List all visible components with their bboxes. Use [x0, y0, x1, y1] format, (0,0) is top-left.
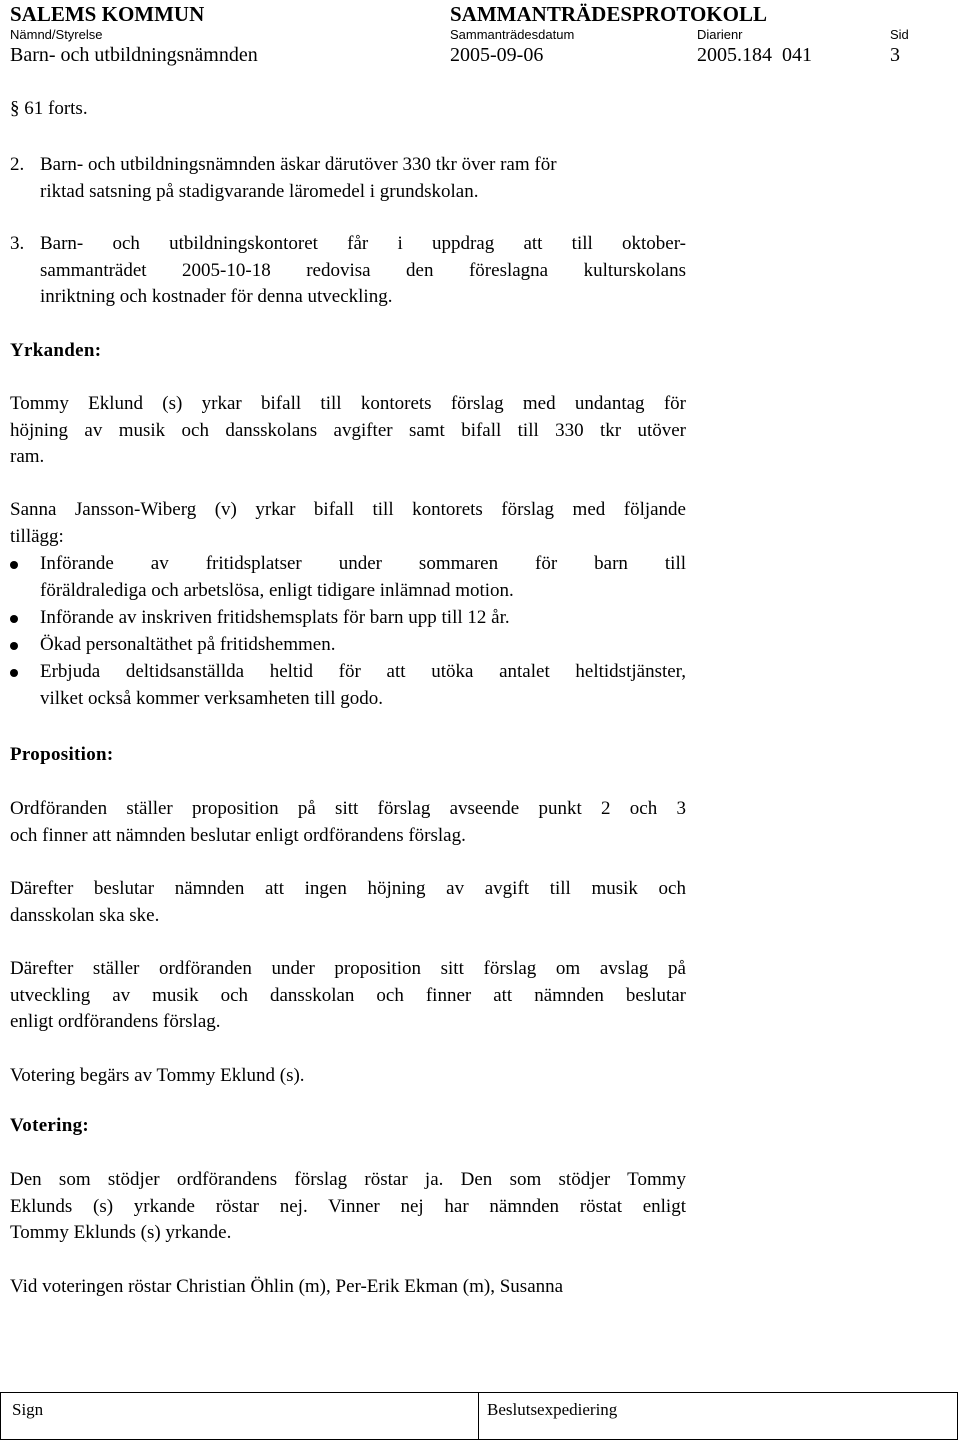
- yrkande-paragraph: Tommy Eklund (s) yrkar bifall till kontorets förslag med undantag för höjning av musik och dansskolans avgifter samt bifall till 330 tkr utöver ram.: [10, 393, 686, 467]
- section-reference: § 61 forts.: [10, 98, 88, 119]
- list-item: Ökad personaltäthet på fritidshemmen.: [40, 634, 336, 655]
- diarienr-label: Diarienr: [697, 27, 743, 42]
- bullet-icon: [10, 615, 18, 623]
- yrkanden-heading: Yrkanden:: [10, 340, 102, 361]
- decision-item: [40, 152, 686, 205]
- item-line: Barn- och utbildningsnämnden äskar därutöver 330 tkr över ram för: [40, 154, 557, 175]
- votering-paragraph: Vid voteringen röstar Christian Öhlin (m), Per-Erik Ekman (m), Susanna: [10, 1276, 564, 1297]
- yrkande-paragraph: Sanna Jansson-Wiberg (v) yrkar bifall till kontorets förslag med följande tillägg:: [10, 499, 686, 547]
- item-line: riktad satsning på stadigvarande läromedel i grundskolan.: [40, 180, 479, 202]
- proposition-heading: Proposition:: [10, 744, 114, 765]
- sign-label: Sign: [12, 1400, 44, 1419]
- meeting-date: 2005-09-06: [450, 44, 544, 66]
- board-label: Nämnd/Styrelse: [10, 27, 103, 42]
- beslutsexpediering-label: Beslutsexpediering: [487, 1400, 618, 1419]
- bullet-icon: [10, 669, 18, 677]
- proposition-paragraph: Därefter ställer ordföranden under proposition sitt förslag om avslag på utveckling av musik och dansskolan och finner att nämnden beslutar enligt ordförandens förslag.: [10, 958, 686, 1032]
- sid-label: Sid: [890, 27, 909, 42]
- item-line: Barn- och utbildningskontoret får i uppdrag att till oktober-: [40, 233, 686, 254]
- proposition-paragraph: Votering begärs av Tommy Eklund (s).: [10, 1065, 305, 1086]
- proposition-paragraph: Ordföranden ställer proposition på sitt förslag avseende punkt 2 och 3 och finner att nämnden beslutar enligt ordförandens förslag.: [10, 798, 686, 846]
- item-number: 2.: [10, 154, 25, 175]
- item-number: 3.: [10, 233, 25, 254]
- decision-item: [40, 231, 686, 311]
- item-line: inriktning och kostnader för denna utveckling.: [40, 286, 393, 307]
- list-item: Införande av inskriven fritidshemsplats för barn upp till 12 år.: [40, 607, 510, 628]
- page-number: 3: [890, 44, 900, 66]
- date-label: Sammanträdesdatum: [450, 27, 575, 42]
- diarienr-value: 2005.184 041: [697, 44, 812, 66]
- organization-name: SALEMS KOMMUN: [10, 2, 205, 26]
- document-type: SAMMANTRÄDESPROTOKOLL: [450, 2, 767, 26]
- proposition-paragraph: Därefter beslutar nämnden att ingen höjning av avgift till musik och dansskolan ska ske.: [10, 878, 686, 926]
- bullet-icon: [10, 561, 18, 569]
- board-name: Barn- och utbildningsnämnden: [10, 44, 258, 66]
- bullet-icon: [10, 642, 18, 650]
- list-item: Införande av fritidsplatser under sommaren för barn till föräldralediga och arbetslösa, enligt tidigare inlämnad motion.: [40, 553, 686, 601]
- item-line: sammanträdet 2005-10-18 redovisa den föreslagna kulturskolans: [40, 259, 686, 281]
- footer-divider: [478, 1392, 479, 1440]
- votering-heading: Votering:: [10, 1115, 90, 1136]
- list-item: Erbjuda deltidsanställda heltid för att utöka antalet heltidstjänster, vilket också kommer verksamheten till godo.: [40, 661, 686, 709]
- votering-paragraph: Den som stödjer ordförandens förslag röstar ja. Den som stödjer Tommy Eklunds (s) yrkande röstar nej. Vinner nej har nämnden röstat enligt Tommy Eklunds (s) yrkande.: [10, 1169, 686, 1243]
- footer-signature-box: [0, 1392, 958, 1440]
